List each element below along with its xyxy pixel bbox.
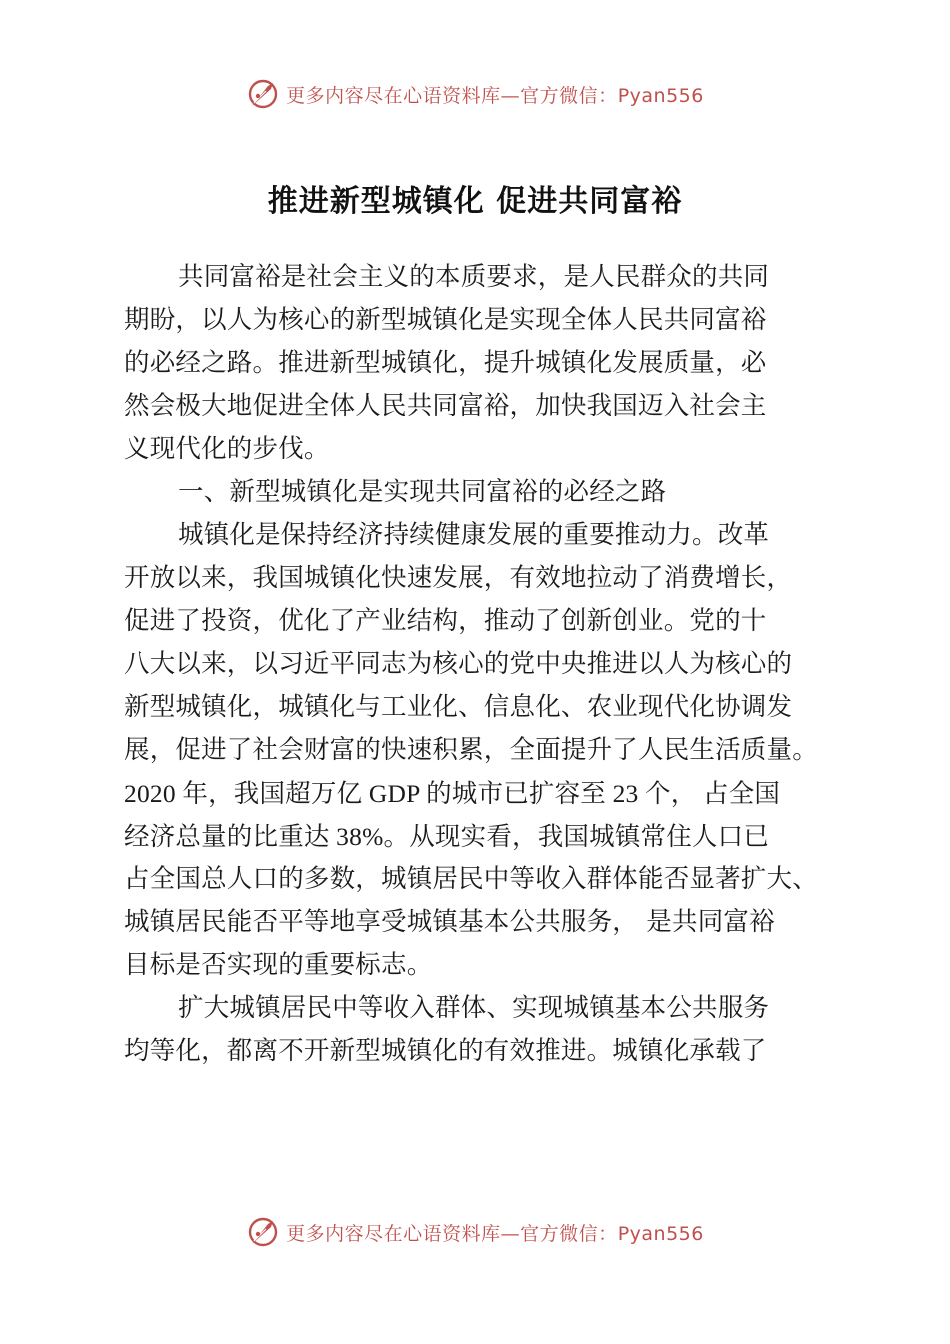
watermark-wechat-label: 官方微信： [520,84,618,107]
body-text-line: 促进了投资，优化了产业结构，推动了创新创业。党的十 [124,606,767,636]
body-text-line: 城镇化是保持经济持续健康发展的重要推动力。改革 [178,520,770,550]
feather-pen-logo-icon [246,1215,280,1249]
watermark-dash: — [500,84,521,107]
body-text-line: 展，促进了社会财富的快速积累，全面提升了人民生活质量。 [124,735,818,765]
body-text-line: 目标是否实现的重要标志。 [124,950,433,980]
watermark-wechat-label: 官方微信： [520,1222,618,1245]
feather-pen-logo-icon [246,77,280,111]
body-text-line: 新型城镇化，城镇化与工业化、信息化、农业现代化协调发 [124,692,793,722]
body-text-line: 扩大城镇居民中等收入群体、实现城镇基本公共服务 [178,993,770,1023]
watermark-wechat-id: Pyan556 [617,84,704,107]
watermark-site-name: 更多内容尽在心语资料库 [286,1222,501,1245]
watermark-banner-bottom [0,1210,950,1254]
body-text-line: 共同富裕是社会主义的本质要求，是人民群众的共同 [178,262,770,292]
watermark-site-name: 更多内容尽在心语资料库 [286,84,501,107]
body-text-line: 占全国总人口的多数，城镇居民中等收入群体能否显著扩大、 [124,864,818,894]
body-text-line: 一、新型城镇化是实现共同富裕的必经之路 [178,477,667,507]
watermark-dash: — [500,1222,521,1245]
body-text-line: 义现代化的步伐。 [124,434,330,464]
watermark-banner-top [0,72,950,116]
body-text-line: 然会极大地促进全体人民共同富裕，加快我国迈入社会主 [124,391,767,421]
body-text-line: 经济总量的比重达 38%。从现实看，我国城镇常住人口已 [124,822,770,851]
watermark-text [286,81,704,108]
body-text-line: 城镇居民能否平等地享受城镇基本公共服务， 是共同富裕 [124,907,775,937]
body-text-line: 开放以来，我国城镇化快速发展，有效地拉动了消费增长， [124,563,793,593]
watermark-wechat-id: Pyan556 [617,1222,704,1245]
body-text-line: 的必经之路。推进新型城镇化，提升城镇化发展质量，必 [124,348,767,378]
body-text-line: 均等化，都离不开新型城镇化的有效推进。城镇化承载了 [124,1036,767,1066]
body-text-line: 期盼，以人为核心的新型城镇化是实现全体人民共同富裕 [124,305,767,335]
document-title: 推进新型城镇化 促进共同富裕 [267,184,683,219]
document-body [124,256,850,1073]
watermark-text [286,1219,704,1246]
body-text-line: 八大以来，以习近平同志为核心的党中央推进以人为核心的 [124,649,793,679]
body-text-line: 2020 年，我国超万亿 GDP 的城市已扩容至 23 个， 占全国 [124,779,781,808]
